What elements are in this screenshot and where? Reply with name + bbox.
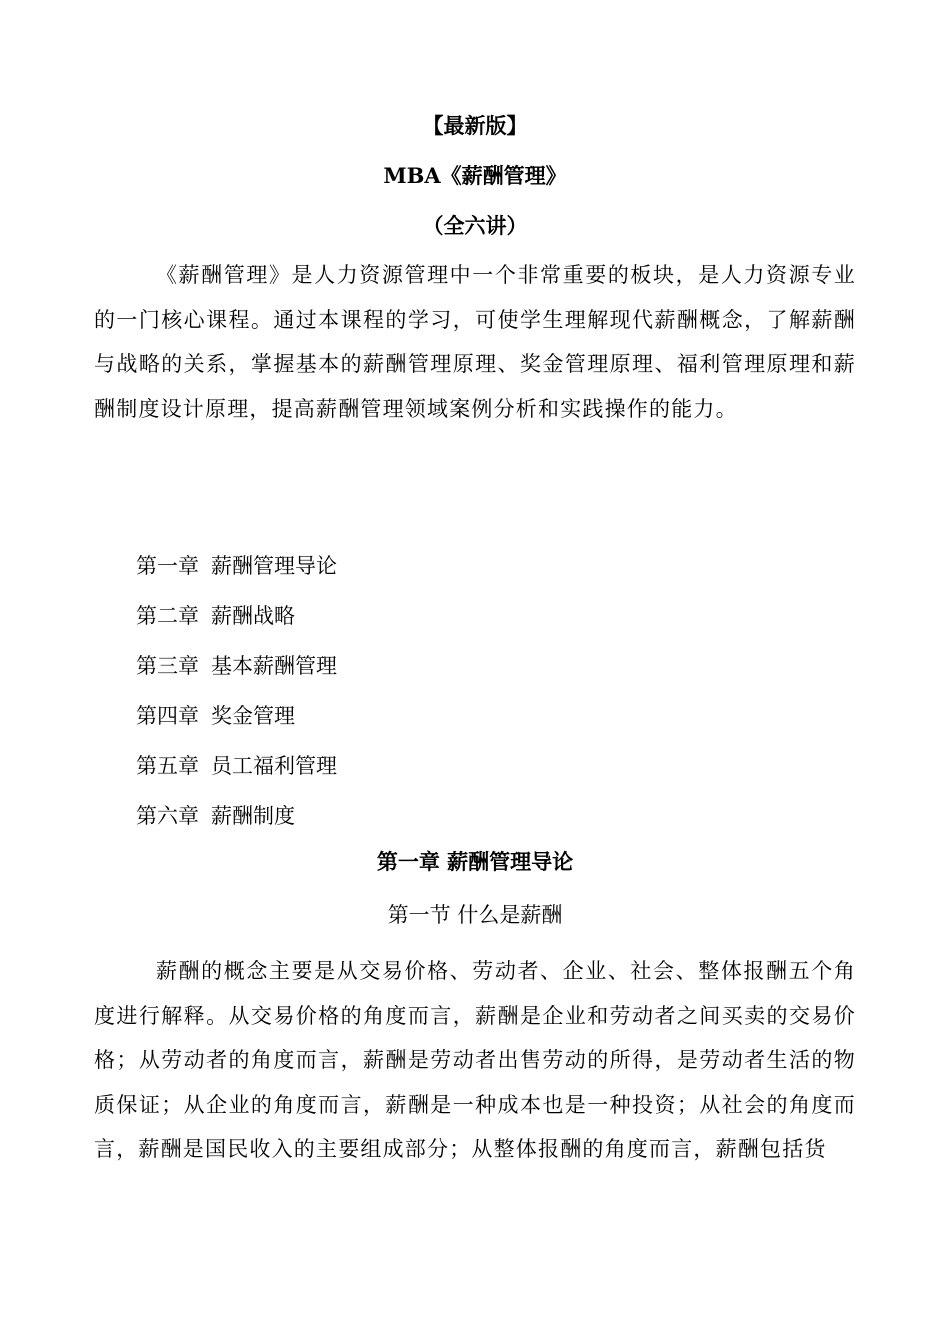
toc-chapter-title: 奖金管理 [211, 704, 295, 728]
toc-chapter-number: 第三章 [136, 654, 199, 678]
document-title: MBA《薪酬管理》 [383, 163, 567, 188]
toc-item [136, 641, 337, 691]
toc-chapter-title: 薪酬战略 [211, 604, 295, 628]
toc-item [136, 791, 337, 841]
toc-item [136, 541, 337, 591]
toc-item [136, 591, 337, 641]
toc-chapter-title: 薪酬管理导论 [211, 554, 337, 578]
document-subtitle: （全六讲） [422, 213, 528, 238]
toc-chapter-number: 第六章 [136, 804, 199, 828]
toc-chapter-title: 基本薪酬管理 [211, 654, 337, 678]
toc-chapter-number: 第一章 [136, 554, 199, 578]
toc-chapter-number: 第五章 [136, 754, 199, 778]
toc-item [136, 691, 337, 741]
toc-chapter-number: 第二章 [136, 604, 199, 628]
chapter-heading: 第一章 薪酬管理导论 [376, 849, 574, 874]
toc-chapter-number: 第四章 [136, 704, 199, 728]
intro-paragraph [94, 253, 856, 431]
toc-chapter-title: 薪酬制度 [211, 804, 295, 828]
section-heading: 第一节 什么是薪酬 [387, 903, 563, 927]
toc-item [136, 741, 337, 791]
table-of-contents [136, 541, 337, 841]
body-text: 薪酬的概念主要是从交易价格、劳动者、企业、社会、整体报酬五个角度进行解释。从交易价格的角度而言，薪酬是企业和劳动者之间买卖的交易价格；从劳动者的角度而言，薪酬是劳动者出售劳动的所得，是劳动者生活的物质保证；从企业的角度而言，薪酬是一种成本也是一种投资；从社会的角度而言，薪酬是国民收入的主要组成部分；从整体报酬的角度而言，薪酬包括货 [94, 959, 856, 1161]
intro-text: 《薪酬管理》是人力资源管理中一个非常重要的板块，是人力资源专业的一门核心课程。通过本课程的学习，可使学生理解现代薪酬概念，了解薪酬与战略的关系，掌握基本的薪酬管理原理、奖金管理原理、福利管理原理和薪酬制度设计原理，提高薪酬管理领域案例分析和实践操作的能力。 [94, 263, 856, 421]
toc-chapter-title: 员工福利管理 [211, 754, 337, 778]
body-paragraph [94, 949, 856, 1172]
edition-label: 【最新版】 [422, 113, 528, 138]
